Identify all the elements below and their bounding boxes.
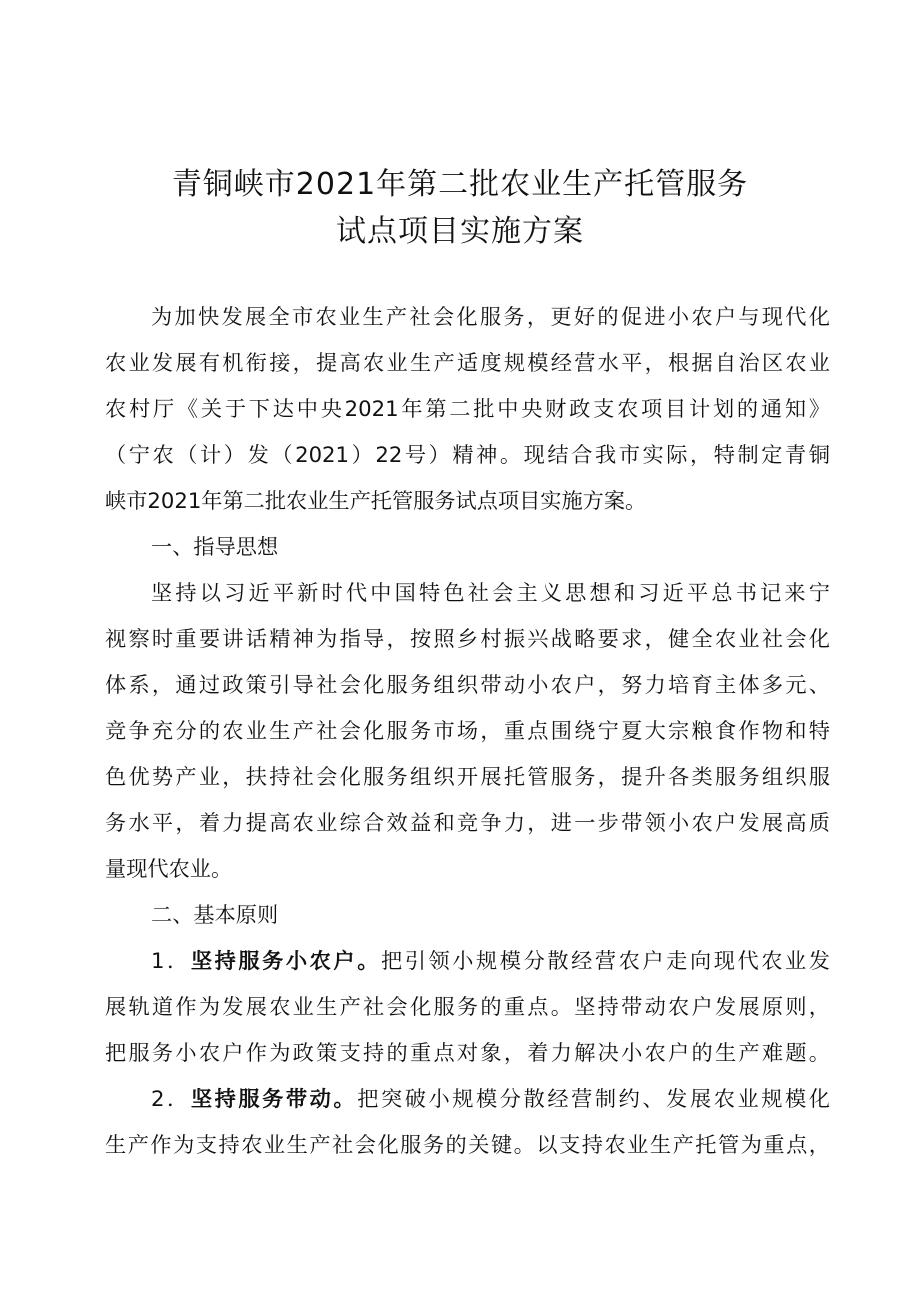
intro-line: 农村厅《关于下达中央2021年第二批中央财政支农项目计划的通知》 [105,396,830,421]
principle-2-bold-heading: 坚持服务带动。 [190,1086,358,1111]
principle-1-line: 展轨道作为发展农业生产社会化服务的重点。坚持带动农户发展原则， [105,994,830,1019]
section1-line: 务水平，着力提高农业综合效益和竞争力，进一步带领小农户发展高质 [105,810,830,835]
principle-1-first-line [105,938,830,984]
section1-line: 体系，通过政策引导社会化服务组织带动小农户，努力培育主体多元、 [105,672,830,697]
principle-2-text: 把突破小规模分散经营制约、发展农业规模化 [357,1086,830,1111]
intro-line: 为加快发展全市农业生产社会化服务，更好的促进小农户与现代化 [151,304,830,329]
section1-line: 量现代农业。 [105,856,233,881]
principle-1-text: 把引领小规模分散经营农户走向现代农业发 [380,948,830,973]
section-heading-basic-principles: 二、基本原则 [151,902,279,927]
principle-2-line: 生产作为支持农业生产社会化服务的关键。以支持农业生产托管为重点， [105,1132,830,1157]
document-title-line-2: 试点项目实施方案 [336,214,584,249]
principle-1-line: 把服务小农户作为政策支持的重点对象，着力解决小农户的生产难题。 [105,1040,830,1065]
document-body [105,294,830,1168]
section1-line: 视察时重要讲话精神为指导，按照乡村振兴战略要求，健全农业社会化 [105,626,830,651]
intro-line: （宁农（计）发（2021）22号）精神。现结合我市实际，特制定青铜 [105,442,830,467]
document-title-line-1: 青铜峡市2021年第二批农业生产托管服务 [171,167,749,202]
section1-line: 坚持以习近平新时代中国特色社会主义思想和习近平总书记来宁 [151,580,830,605]
intro-line: 农业发展有机衔接，提高农业生产适度规模经营水平，根据自治区农业 [105,350,830,375]
section-heading-guiding-ideology: 一、指导思想 [151,534,279,559]
principle-1-number: 1． [151,948,191,973]
intro-line: 峡市2021年第二批农业生产托管服务试点项目实施方案。 [105,488,647,513]
principle-2-first-line [105,1076,830,1122]
principle-2-number: 2． [151,1086,191,1111]
section1-line: 色优势产业，扶持社会化服务组织开展托管服务，提升各类服务组织服 [105,764,830,789]
principle-1-bold-heading: 坚持服务小农户。 [190,948,381,973]
section1-line: 竞争充分的农业生产社会化服务市场，重点围绕宁夏大宗粮食作物和特 [105,718,830,743]
